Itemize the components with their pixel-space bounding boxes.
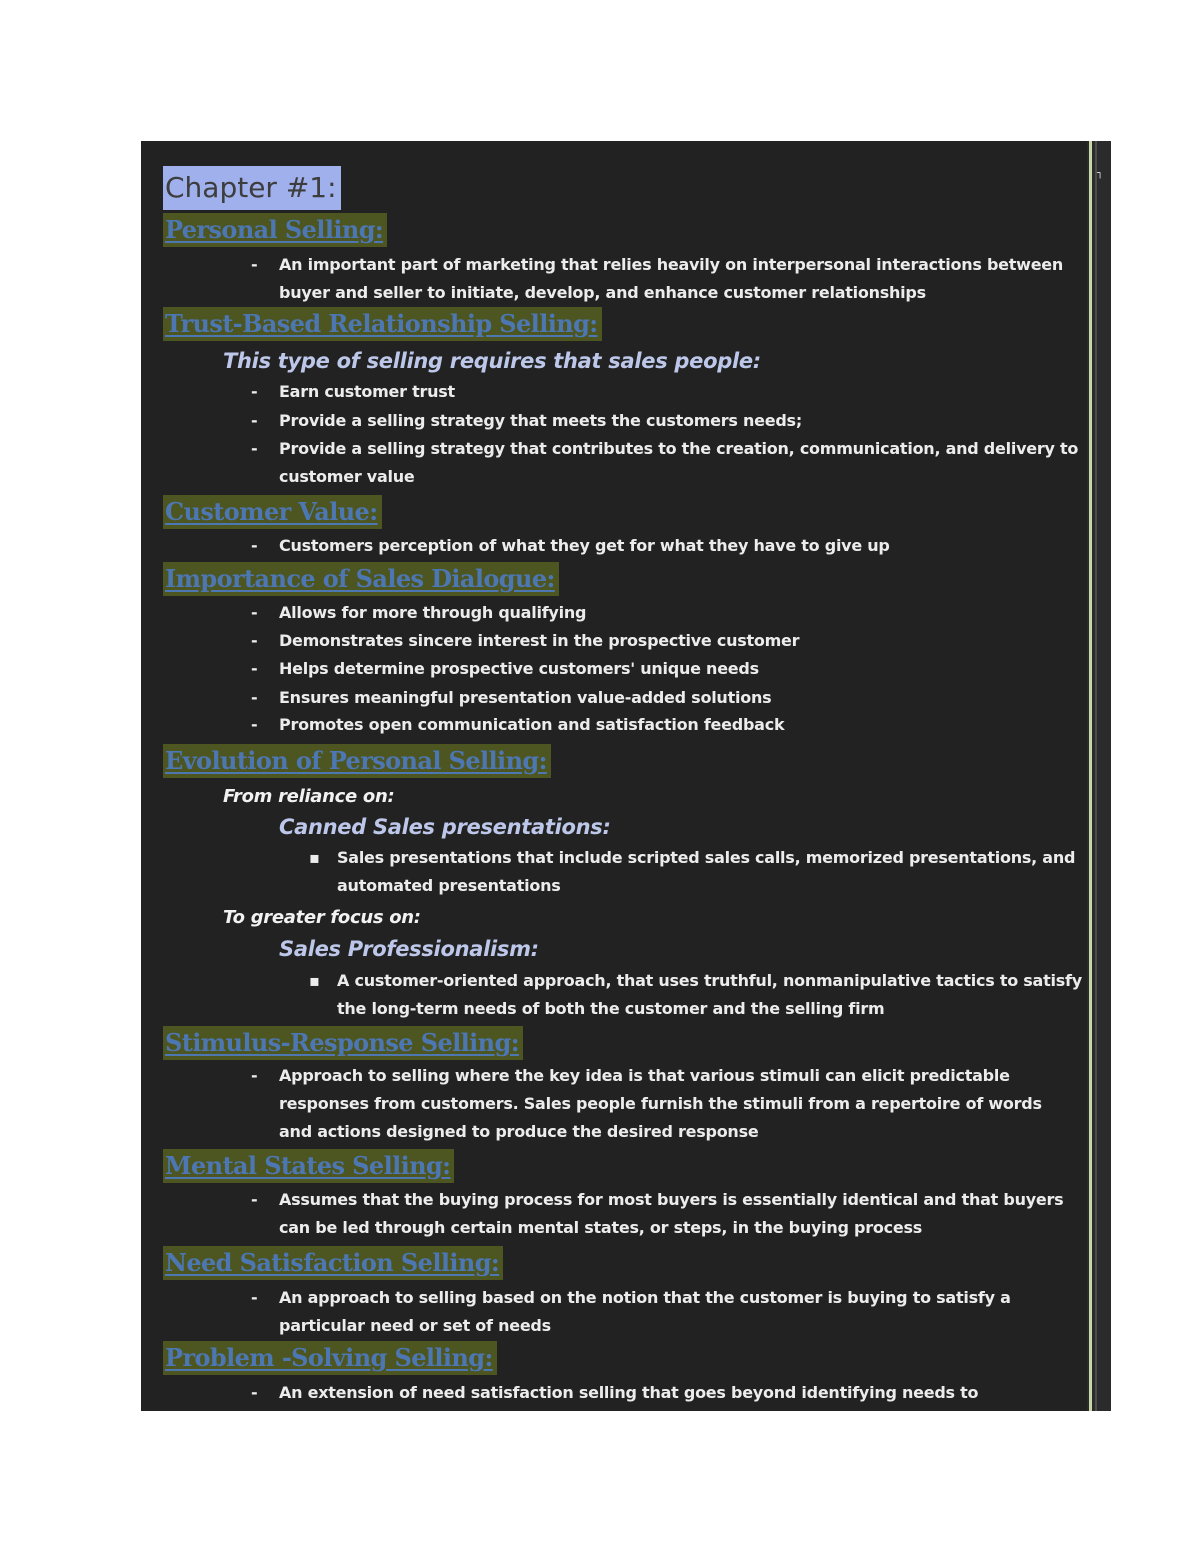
item-text: Demonstrates sincere interest in the prospective customer xyxy=(279,631,800,650)
item-text: Promotes open communication and satisfaction feedback xyxy=(279,715,785,734)
dash-bullet: - xyxy=(251,536,258,555)
subheading-canned: Canned Sales presentations: xyxy=(279,815,611,839)
dash-bullet: - xyxy=(251,715,258,734)
list-item xyxy=(251,655,1079,683)
item-text: Customers perception of what they get for what they have to give up xyxy=(279,536,890,555)
list-item xyxy=(251,711,1079,739)
item-text: Ensures meaningful presentation value-added solutions xyxy=(279,688,772,707)
dash-bullet: - xyxy=(251,1383,258,1402)
item-text: Sales presentations that include scripted sales calls, memorized presentations, and automated presentations xyxy=(337,848,1076,895)
chapter-title: Chapter #1: xyxy=(163,166,341,210)
heading-mental-states: Mental States Selling: xyxy=(163,1149,454,1183)
list-item xyxy=(251,407,1079,435)
item-text: Approach to selling where the key idea is that various stimuli can elicit predictable responses from customers. Sales people furnish the stimuli from a repertoire of words and actions designed to produce the desired response xyxy=(279,1066,1042,1141)
item-text: Assumes that the buying process for most buyers is essentially identical and that buyers can be led through certain mental states, or steps, in the buying process xyxy=(279,1190,1064,1237)
list-item xyxy=(251,435,1079,491)
item-text: An extension of need satisfaction selling that goes beyond identifying needs to xyxy=(279,1383,979,1402)
ruler-line xyxy=(1089,141,1092,1411)
list-item xyxy=(251,1186,1079,1242)
item-text: An important part of marketing that relies heavily on interpersonal interactions between buyer and seller to initiate, develop, and enhance customer relationships xyxy=(279,255,1064,302)
dash-bullet: - xyxy=(251,439,258,458)
heading-evolution: Evolution of Personal Selling: xyxy=(163,744,551,778)
list-item xyxy=(251,684,1079,712)
heading-trust-based: Trust-Based Relationship Selling: xyxy=(163,307,602,341)
list-item xyxy=(251,1062,1079,1146)
item-text: Allows for more through qualifying xyxy=(279,603,587,622)
dash-bullet: - xyxy=(251,1288,258,1307)
list-item xyxy=(251,1284,1079,1340)
dash-bullet: - xyxy=(251,659,258,678)
item-text: Earn customer trust xyxy=(279,382,455,401)
item-text: Provide a selling strategy that contributes to the creation, communication, and delivery to customer value xyxy=(279,439,1079,486)
subheading-professionalism: Sales Professionalism: xyxy=(279,937,539,961)
dash-bullet: - xyxy=(251,255,258,274)
dash-bullet: - xyxy=(251,411,258,430)
label-from-reliance: From reliance on: xyxy=(223,786,395,807)
list-item xyxy=(251,251,1079,307)
list-item xyxy=(251,532,1079,560)
heading-personal-selling: Personal Selling: xyxy=(163,213,387,247)
list-item xyxy=(251,1379,1079,1407)
heading-need-satisfaction: Need Satisfaction Selling: xyxy=(163,1246,503,1280)
square-bullet: ▪ xyxy=(309,848,320,867)
heading-stimulus-response: Stimulus-Response Selling: xyxy=(163,1026,523,1060)
dash-bullet: - xyxy=(251,1066,258,1085)
item-text: Helps determine prospective customers' unique needs xyxy=(279,659,759,678)
dash-bullet: - xyxy=(251,688,258,707)
list-item xyxy=(251,627,1079,655)
subheading-requirements: This type of selling requires that sales people: xyxy=(223,349,761,373)
document-page xyxy=(141,141,1087,1411)
ruler-line xyxy=(1095,141,1097,1411)
list-item xyxy=(309,844,1082,900)
square-bullet: ▪ xyxy=(309,971,320,990)
label-greater-focus: To greater focus on: xyxy=(223,907,421,928)
item-text: A customer-oriented approach, that uses truthful, nonmanipulative tactics to satisfy the long-term needs of both the customer and the selling firm xyxy=(337,971,1082,1018)
dash-bullet: - xyxy=(251,382,258,401)
dash-bullet: - xyxy=(251,1190,258,1209)
heading-problem-solving: Problem -Solving Selling: xyxy=(163,1341,497,1375)
dash-bullet: - xyxy=(251,603,258,622)
item-text: An approach to selling based on the notion that the customer is buying to satisfy a particular need or set of needs xyxy=(279,1288,1011,1335)
dash-bullet: - xyxy=(251,631,258,650)
heading-sales-dialogue: Importance of Sales Dialogue: xyxy=(163,562,559,596)
item-text: Provide a selling strategy that meets the customers needs; xyxy=(279,411,802,430)
ruler-tab-marker-icon: ┐ xyxy=(1097,168,1104,179)
vertical-ruler xyxy=(1087,141,1111,1411)
list-item xyxy=(251,599,1079,627)
list-item xyxy=(251,378,1079,406)
list-item xyxy=(309,967,1082,1023)
heading-customer-value: Customer Value: xyxy=(163,495,382,529)
